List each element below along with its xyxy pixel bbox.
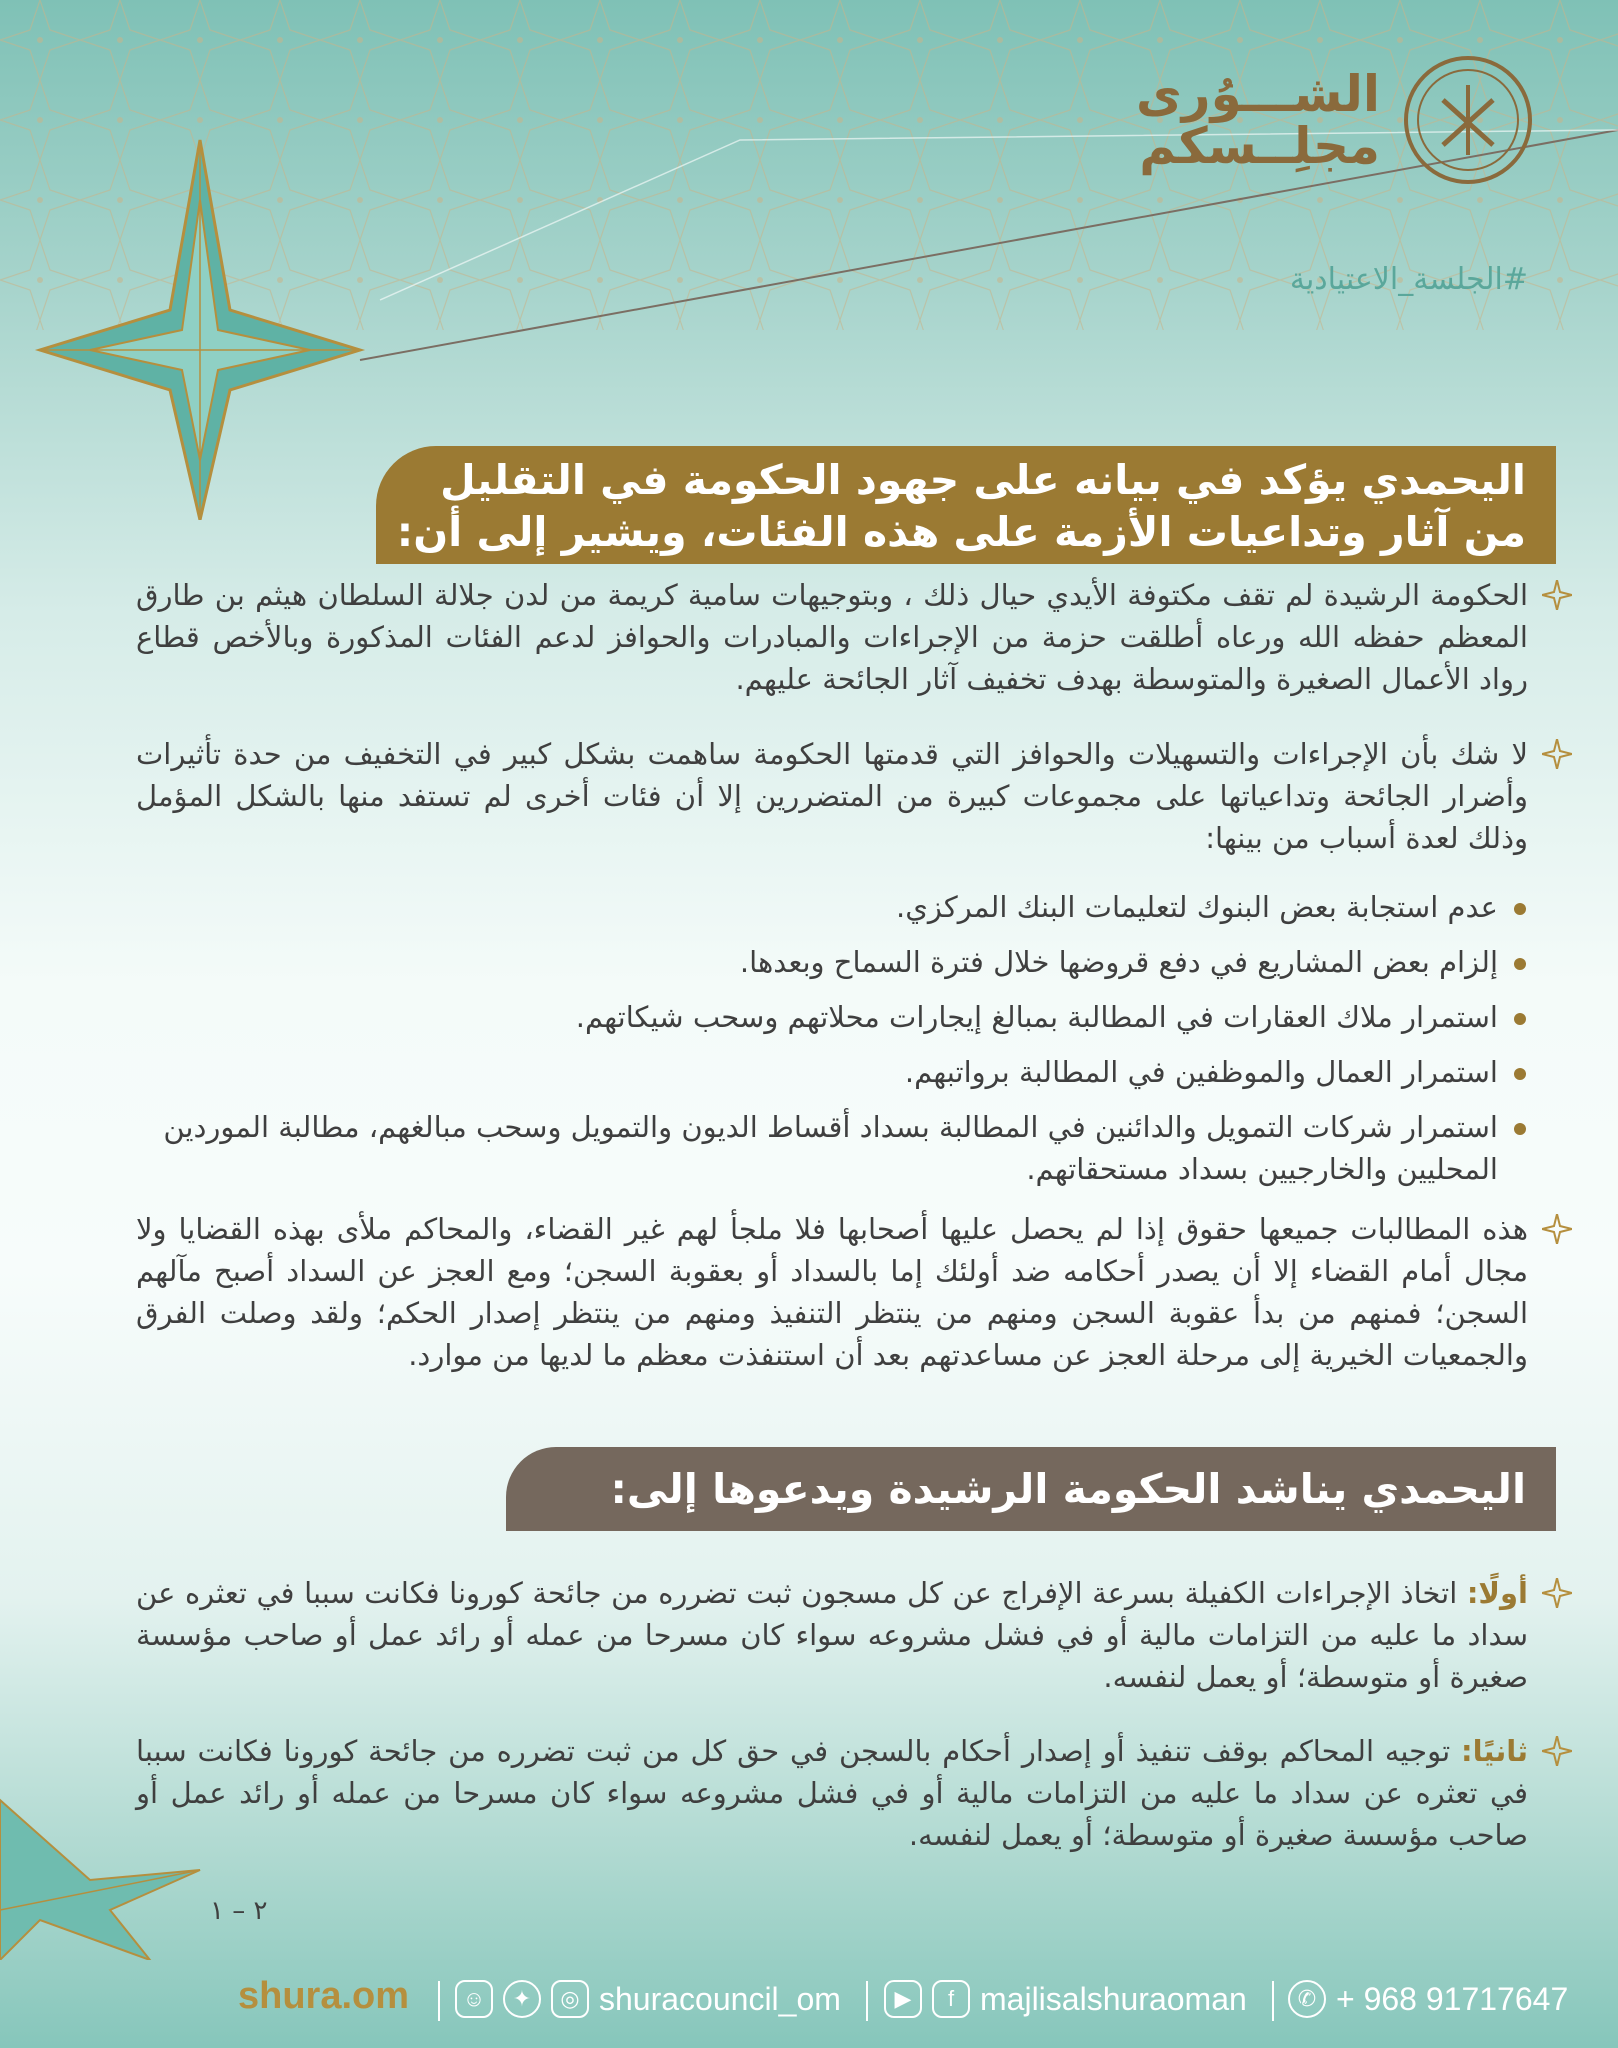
emblem-icon	[1398, 50, 1538, 190]
point-2-text: توجيه المحاكم بوقف تنفيذ أو إصدار أحكام بالسجن في حق كل من ثبت تضرره من جائحة كورونا فكانت سببا في تعثره عن سداد ما عليه من التزامات مالية أو في فشل مشروعه سواء كان مسرحا من عمله أو رائد عمل أو صاحب مؤسسة صغيرة أو متوسطة؛ أو يعمل لنفسه.	[136, 1734, 1528, 1852]
divider	[866, 1981, 868, 2021]
paragraph-2	[136, 733, 1528, 859]
list-item: استمرار شركات التمويل والدائنين في المطالبة بسداد أقساط الديون والتمويل وسحب مبالغهم، مطالبة الموردين المحليين والخارجيين بسداد مستحقاتهم.	[136, 1106, 1528, 1190]
paragraph-3-text: هذه المطالبات جميعها حقوق إذا لم يحصل عليها أصحابها فلا ملجأ لهم غير القضاء، والمحاكم ملأى بهذه القضايا ولا مجال أمام القضاء إلا أن يصدر أحكامه ضد أولئك إما بالسداد أو بعقوبة السجن؛ ومع العجز عن السداد أصبح مآلهم السجن؛ فمنهم من بدأ عقوبة السجن ومنهم من ينتظر التنفيذ ومنهم من ينتظر إصدار الحكم؛ ولقد وصلت الفرق والجمعيات الخيرية إلى مرحلة العجز عن مساعدتهم بعد أن استنفذت معظم ما لديها من موارد.	[136, 1212, 1528, 1372]
snapchat-icon: ☺	[455, 1980, 493, 2018]
list-item: إلزام بعض المشاريع في دفع قروضها خلال فترة السماح وبعدها.	[136, 941, 1528, 983]
handle2-text: majlisalshuraoman	[980, 1980, 1247, 2017]
point-2-lead: ثانيًا:	[1461, 1734, 1528, 1768]
footer	[0, 1975, 1618, 2025]
paragraph-2-text: لا شك بأن الإجراءات والتسهيلات والحوافز التي قدمتها الحكومة ساهمت بشكل كبير في التخفيف من حدة تأثيرات وأضرار الجائحة وتداعياتها على مجموعات كبيرة من المتضررين إلا أن فئات أخرى لم تستفد منها بالشكل المؤمل وذلك لعدة أسباب من بينها:	[136, 737, 1528, 855]
point-1-text: اتخاذ الإجراءات الكفيلة بسرعة الإفراج عن كل مسجون ثبت تضرره من جائحة كورونا فكانت سببا في تعثره عن سداد ما عليه من التزامات مالية أو في فشل مشروعه سواء كان مسرحا من عمله أو رائد عمل أو صاحب مؤسسة صغيرة أو متوسطة؛ أو يعمل لنفسه.	[136, 1576, 1528, 1694]
whatsapp-contact[interactable]	[1288, 1980, 1568, 2018]
banner1-line1: اليحمدي يؤكد في بيانه على جهود الحكومة في التقليل	[440, 456, 1526, 504]
website-link[interactable]: shura.om	[238, 1975, 410, 2017]
section-banner-2: اليحمدي يناشد الحكومة الرشيدة ويدعوها إلى:	[506, 1447, 1556, 1531]
star-bullet-icon	[1542, 1578, 1572, 1608]
list-item: عدم استجابة بعض البنوك لتعليمات البنك المركزي.	[136, 886, 1528, 928]
logo-line1: الشـــوُرى	[1135, 64, 1380, 123]
divider	[438, 1981, 440, 2021]
page-number: ٢ – ١	[210, 1896, 268, 1926]
point-2	[136, 1730, 1528, 1856]
whatsapp-icon: ✆	[1288, 1980, 1326, 2018]
star-bullet-icon	[1542, 739, 1572, 769]
banner1-line2: من آثار وتداعيات الأزمة على هذه الفئات، ويشير إلى أن:	[396, 508, 1526, 556]
list-item: استمرار العمال والموظفين في المطالبة برواتبهم.	[136, 1051, 1528, 1093]
instagram-icon: ◎	[551, 1980, 589, 2018]
twitter-icon: ✦	[503, 1980, 541, 2018]
reasons-list	[136, 886, 1528, 1203]
social-handle-2[interactable]	[884, 1980, 1247, 2018]
logo	[1136, 50, 1538, 190]
divider	[1272, 1981, 1274, 2021]
point-1-lead: أولًا:	[1466, 1576, 1528, 1610]
star-ornament-icon	[20, 130, 380, 520]
paragraph-3	[136, 1208, 1528, 1376]
point-1	[136, 1572, 1528, 1698]
paragraph-1	[136, 574, 1528, 700]
phone-text: + 968 91717647	[1336, 1980, 1569, 2017]
paragraph-1-text: الحكومة الرشيدة لم تقف مكتوفة الأيدي حيال ذلك ، وبتوجيهات سامية كريمة من لدن جلالة السلطان هيثم بن طارق المعظم حفظه الله ورعاه أطلقت حزمة من الإجراءات والمبادرات والحوافز لدعم الفئات المذكورة وبالأخص قطاع رواد الأعمال الصغيرة والمتوسطة بهدف تخفيف آثار الجائحة عليهم.	[136, 578, 1528, 696]
star-bullet-icon	[1542, 580, 1572, 610]
list-item: استمرار ملاك العقارات في المطالبة بمبالغ إيجارات محلاتهم وسحب شيكاتهم.	[136, 996, 1528, 1038]
youtube-icon: ▶	[884, 1980, 922, 2018]
logo-line2: مجلِــسكم	[1139, 117, 1380, 175]
facebook-icon: f	[932, 1980, 970, 2018]
section-banner-1	[376, 446, 1556, 564]
star-bullet-icon	[1542, 1736, 1572, 1766]
hashtag: #الجلسة_الاعتيادية	[1289, 262, 1528, 297]
social-handle-1[interactable]	[455, 1980, 841, 2018]
star-bullet-icon	[1542, 1214, 1572, 1244]
handle1-text: shuracouncil_om	[599, 1980, 841, 2017]
